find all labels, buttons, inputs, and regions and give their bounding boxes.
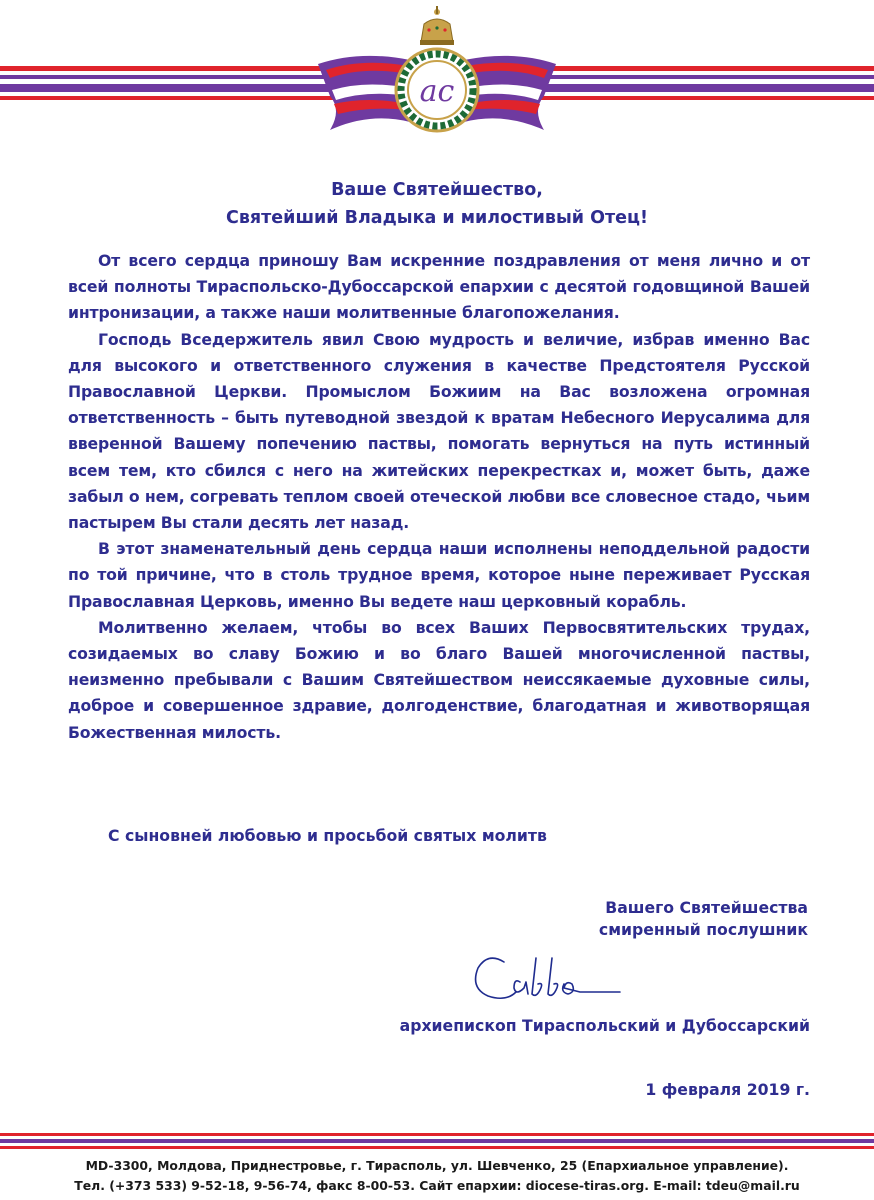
footer-contacts bbox=[0, 1156, 874, 1196]
crown-icon bbox=[420, 6, 454, 45]
header-stripes-left bbox=[0, 66, 340, 100]
body-paragraph-2: Господь Вседержитель явил Свою мудрость и величие, избрав именно Вас для высокого и ответственного служения в качестве Предстоятеля Русской Православной Церкви. Промыслом Божиим на Вас возложена огромная ответственность – быть путеводной звездой к вратам Небесного Иерусалима для вверенной Вашему попечению паствы, помогать вернуться на путь истинный всем тем, кто сбился с него на житейских перекрестках и, может быть, даже забыл о нем, согревать теплом своей отеческой любви все словесное стадо, чьим пастырем Вы стали десять лет назад. bbox=[68, 329, 810, 533]
signoff-line-2: смиренный послушник bbox=[598, 920, 808, 939]
body-paragraph-3: В этот знаменательный день сердца наши исполнены неподдельной радости по той причине, что в столь трудное время, которое ныне переживает Русская Православная Церковь, именно Вы ведете наш церковный корабль. bbox=[68, 539, 810, 611]
letterhead-banner bbox=[0, 0, 874, 160]
salutation bbox=[0, 176, 874, 232]
footer-phone-web-email: Тел. (+373 533) 9-52-18, 9-56-74, факс 8-00-53. Сайт епархии: diocese-tiras.org. E-mail: tdeu@mail.ru bbox=[74, 1178, 800, 1193]
letter-body bbox=[68, 248, 810, 746]
handwritten-signature bbox=[470, 948, 630, 1012]
monogram: ас bbox=[419, 74, 455, 109]
body-paragraph-1: От всего сердца приношу Вам искренние поздравления от меня лично и от всей полноты Тираспольско-Дубоссарской епархии с десятой годовщиной Вашей интронизации, а также наши молитвенные благопожелания. bbox=[68, 251, 810, 323]
body-paragraph-4: Молитвенно желаем, чтобы во всех Ваших Первосвятительских трудах, созидаемых во славу Божию и во благо Вашей многочисленной паствы, неизменно пребывали с Вашим Святейшеством неиссякаемые духовные силы, доброе и совершенное здравие, долгоденствие, благодатная и животворящая Божественная милость. bbox=[68, 617, 810, 742]
wreath-emblem bbox=[396, 49, 478, 131]
footer-stripes bbox=[0, 1132, 874, 1152]
signoff bbox=[599, 897, 808, 941]
letter-date: 1 февраля 2019 г. bbox=[645, 1080, 810, 1099]
footer-address: MD-3300, Молдова, Приднестровье, г. Тирасполь, ул. Шевченко, 25 (Епархиальное управление). bbox=[85, 1158, 789, 1173]
salutation-line-2: Святейший Владыка и милостивый Отец! bbox=[226, 208, 648, 228]
header-stripes-right bbox=[534, 66, 874, 100]
signoff-line-1: Вашего Святейшества bbox=[605, 898, 808, 917]
salutation-line-1: Ваше Святейшество, bbox=[331, 180, 543, 200]
signatory-title: архиепископ Тираспольский и Дубоссарский bbox=[399, 1016, 810, 1035]
closing-line: С сыновней любовью и просьбой святых молитв bbox=[108, 826, 547, 845]
